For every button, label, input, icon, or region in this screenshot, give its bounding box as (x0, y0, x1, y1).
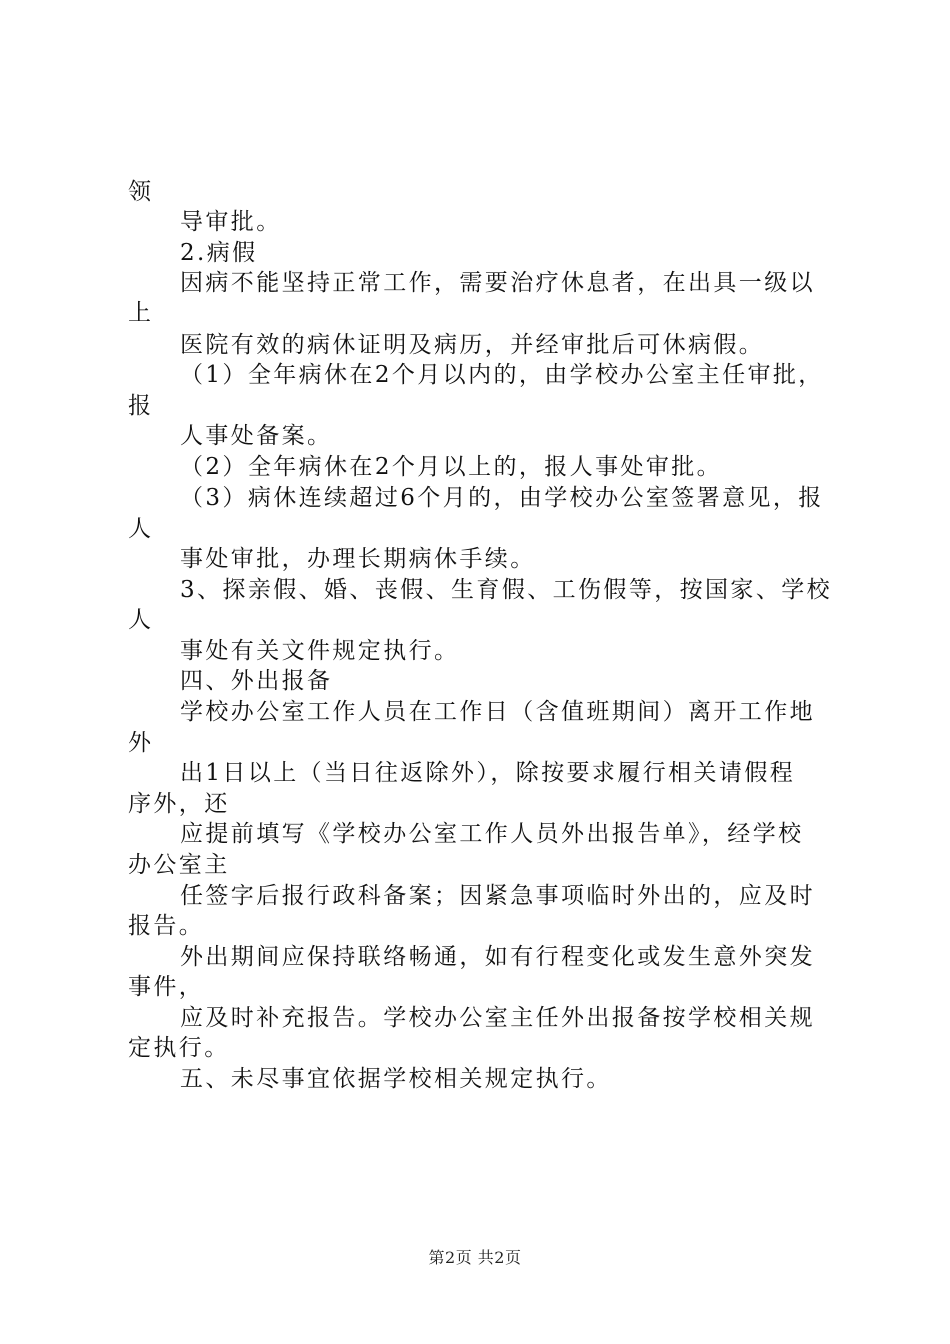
text-line: 办公室主 (128, 852, 230, 878)
text-line: 应提前填写《学校办公室工作人员外出报告单》，经学校 (180, 821, 804, 847)
text-line: 医院有效的病休证明及病历，并经审批后可休病假。 (180, 332, 765, 358)
text-line: 人 (128, 607, 154, 633)
text-line: 事件， (128, 974, 205, 1000)
text-line: 2.病假 (180, 240, 258, 266)
section-heading: 五、未尽事宜依据学校相关规定执行。 (180, 1066, 612, 1092)
text-line: 人 (128, 516, 154, 542)
text-line: 序外，还 (128, 791, 230, 817)
text-line: （2）全年病休在2个月以上的，报人事处审批。 (180, 454, 723, 480)
text-line: 外出期间应保持联络畅通，如有行程变化或发生意外突发 (180, 944, 815, 970)
text-line: 任签字后报行政科备案；因紧急事项临时外出的，应及时 (180, 883, 815, 909)
text-line: 事处审批，办理长期病休手续。 (180, 546, 536, 572)
text-line: 因病不能坚持正常工作，需要治疗休息者，在出具一级以 (180, 270, 815, 296)
section-heading: 四、外出报备 (180, 668, 333, 694)
text-line: （1）全年病休在2个月以内的，由学校办公室主任审批， (180, 362, 824, 388)
text-line: 外 (128, 730, 154, 756)
page-footer: 第2页 共2页 (428, 1248, 522, 1267)
text-line: 报告。 (128, 913, 205, 939)
text-line: 领 (128, 179, 154, 205)
text-line: 定执行。 (128, 1035, 230, 1061)
text-line: 学校办公室工作人员在工作日（含值班期间）离开工作地 (180, 699, 815, 725)
text-line: 导审批。 (180, 209, 282, 235)
text-line: 报 (128, 393, 154, 419)
text-line: （3）病休连续超过6个月的，由学校办公室签署意见，报 (180, 485, 824, 511)
text-line: 事处有关文件规定执行。 (180, 638, 460, 664)
text-line: 应及时补充报告。学校办公室主任外出报备按学校相关规 (180, 1005, 815, 1031)
text-line: 3、探亲假、婚、丧假、生育假、工伤假等，按国家、学校 (180, 577, 833, 603)
text-line: 出1日以上（当日往返除外），除按要求履行相关请假程 (180, 760, 796, 786)
text-line: 人事处备案。 (180, 423, 333, 449)
text-line: 上 (128, 300, 154, 326)
